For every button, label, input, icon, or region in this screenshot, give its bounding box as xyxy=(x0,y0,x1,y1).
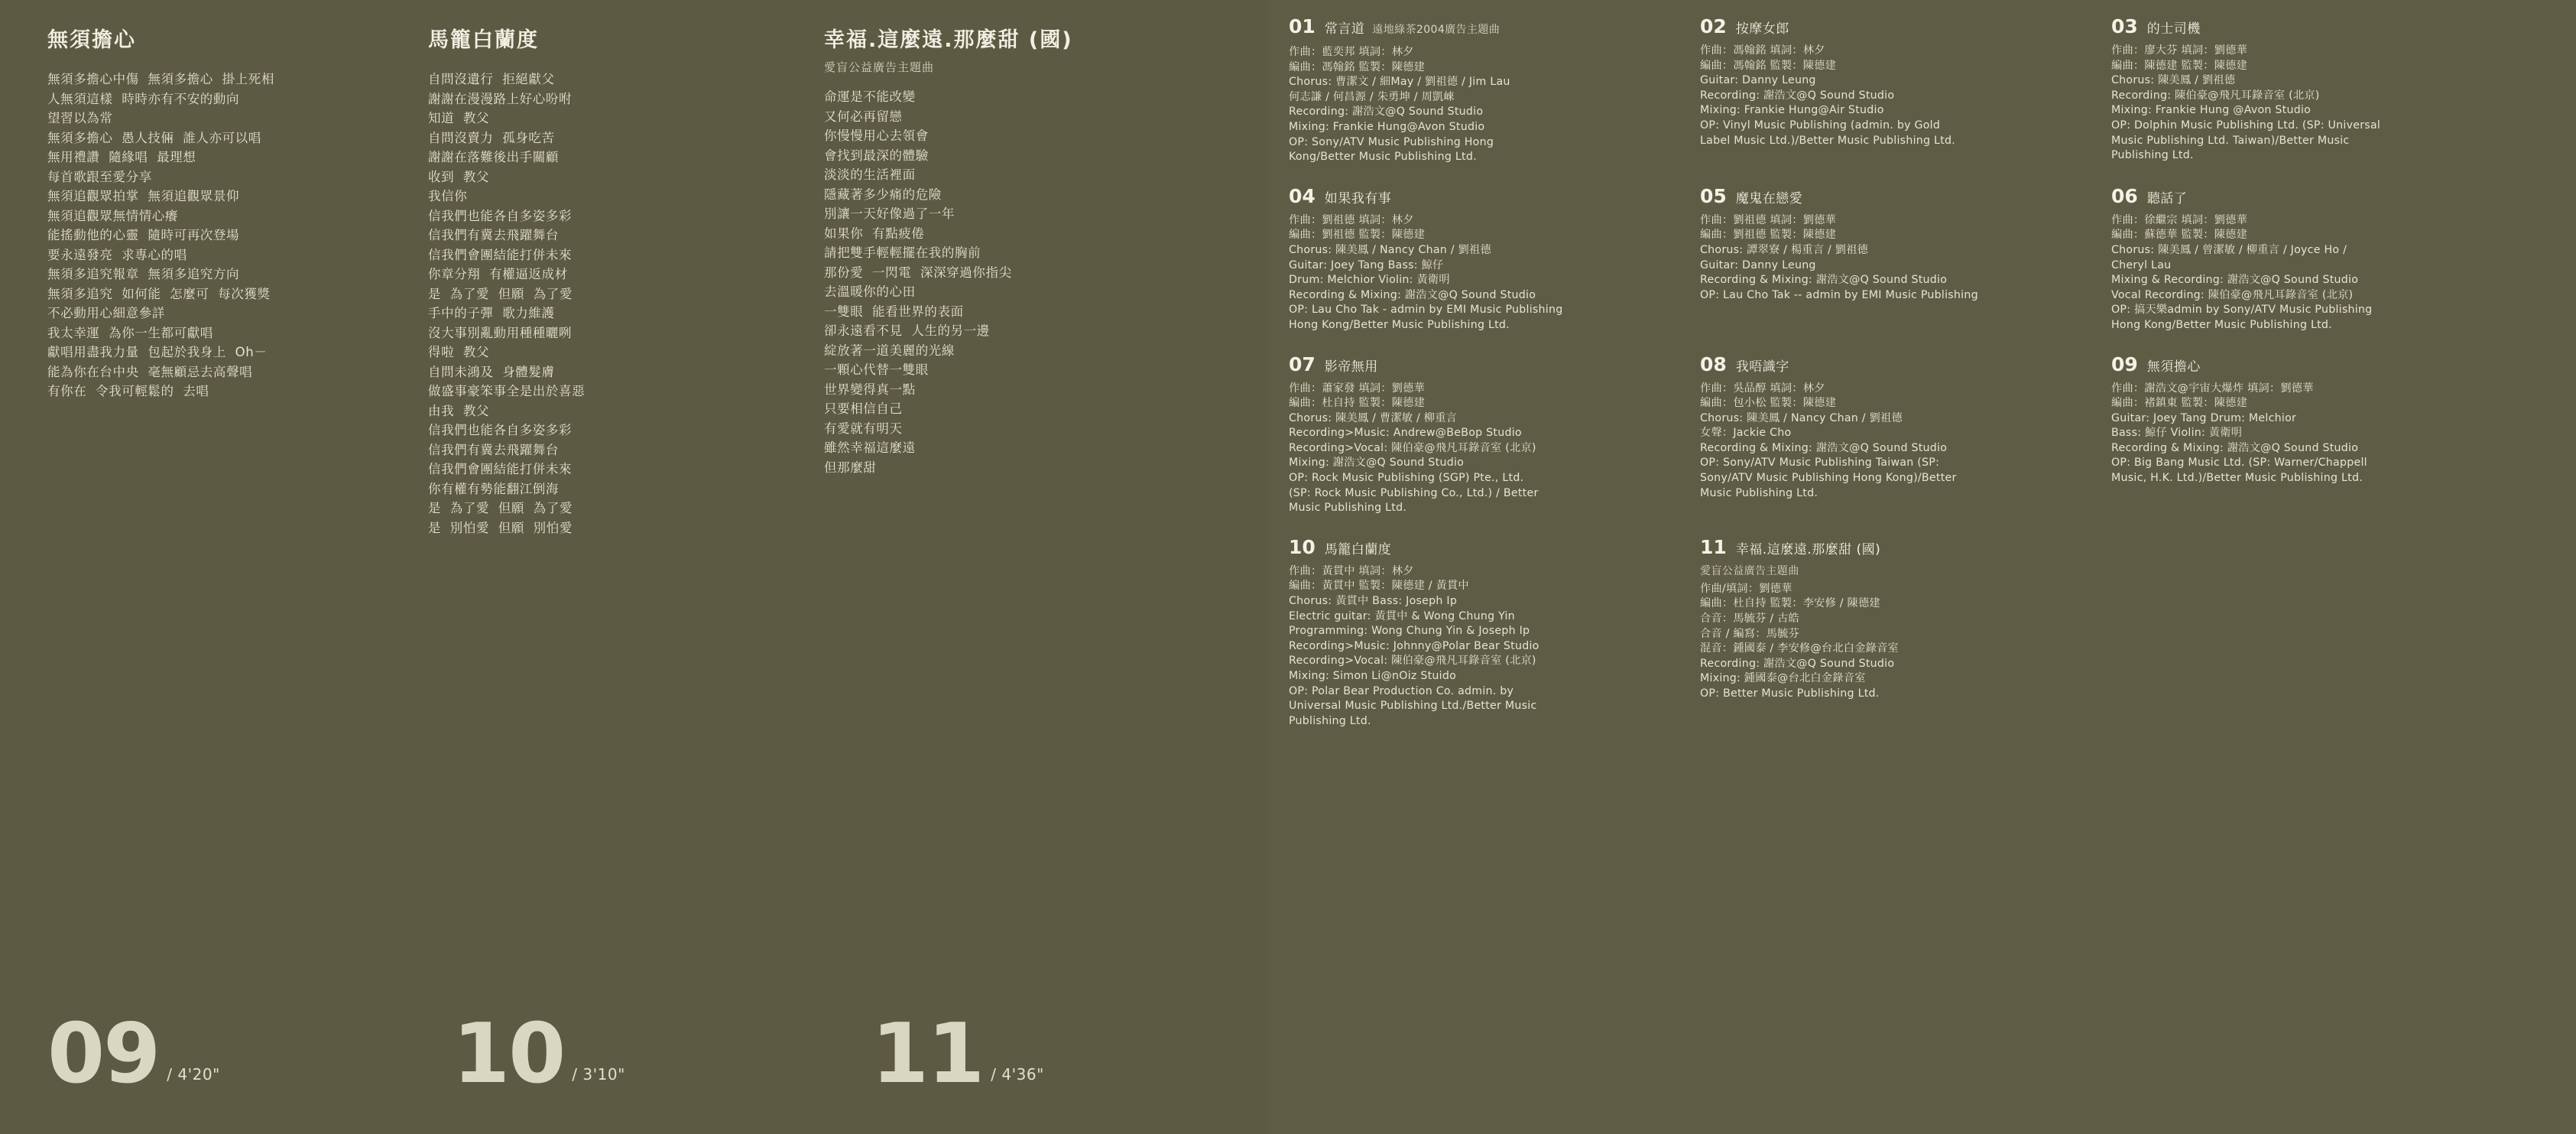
credit-line: 何志謙 / 何昌源 / 朱勇坤 / 周凱崍 xyxy=(1289,90,1455,103)
credit-heading xyxy=(1700,355,2094,377)
credit-line: Recording>Music: Johnny@Polar Bear Studio xyxy=(1289,639,1539,652)
credit-line: Electric guitar: 黃貫中 & Wong Chung Yin xyxy=(1289,609,1515,622)
credit-line: Chorus: 陳美鳳 / 劉祖德 xyxy=(2111,74,2236,87)
credit-line: Chorus: 曹潔文 / 細May / 劉祖德 / Jim Lau xyxy=(1289,76,1510,89)
lyric-line: 世界變得真一點 xyxy=(824,382,916,397)
lyric-body xyxy=(428,70,810,538)
lyric-line: 知道 教父 xyxy=(428,111,490,125)
lyrics-panel xyxy=(0,0,1269,1134)
credit-number: 08 xyxy=(1700,353,1727,375)
lyric-line: 人無須這樣 時時亦有不安的動向 xyxy=(47,91,240,106)
credit-line: 作曲：黃貫中 填詞：林夕 xyxy=(1289,564,1414,577)
song-title: 馬籠白蘭度 xyxy=(428,28,539,52)
lyric-line: 你慢慢用心去領會 xyxy=(824,128,929,143)
credit-heading xyxy=(1289,184,1683,209)
credit-line: 編曲：黃貫中 監製：陳德建 / 黃貫中 xyxy=(1289,580,1469,593)
credit-line: Chorus: 陳美鳳 / Nancy Chan / 劉祖德 xyxy=(1289,243,1491,256)
credit-line: 作曲：蕭家發 填詞：劉德華 xyxy=(1289,382,1426,395)
credit-line: OP: Sony/ATV Music Publishing Taiwan (SP: xyxy=(1700,457,1940,470)
credit-line: Bass: 鯨仔 Violin: 黃衛明 xyxy=(2111,427,2243,440)
credit-line: Sony/ATV Music Publishing Hong Kong)/Better xyxy=(1700,472,1957,485)
lyric-line: 無須追觀眾拍掌 無須追觀眾景仰 xyxy=(47,189,240,203)
lyric-line: 去溫暖你的心田 xyxy=(824,284,916,299)
credit-line: Recording: 謝浩文@Q Sound Studio xyxy=(1700,89,1895,102)
credit-line: 作曲：謝浩文@宇宙大爆炸 填詞：劉德華 xyxy=(2111,382,2314,395)
lyric-line: 有你在 令我可輕鬆的 去唱 xyxy=(47,384,209,398)
credit-block-08 xyxy=(1700,355,2111,516)
credit-line: Drum: Melchior Violin: 黃衛明 xyxy=(1289,274,1450,287)
credit-line: 混音：鍾國泰 / 李安修@台北白金錄音室 xyxy=(1700,642,1899,655)
lyric-line: 謝謝在落難後出手關顧 xyxy=(428,150,559,164)
credit-block-01 xyxy=(1289,17,1700,165)
credit-line: 編曲：馮翰銘 監製：陳德建 xyxy=(1700,59,1837,72)
track-number-value: 09 xyxy=(47,1006,160,1102)
credit-heading xyxy=(2111,184,2506,209)
credit-line: Chorus: 陳美鳳 / 曹潔敏 / 柳重言 xyxy=(1289,411,1458,424)
lyrics-columns xyxy=(0,23,1269,538)
credit-title: 聽話了 xyxy=(2146,190,2188,206)
credit-line: 作曲：劉祖德 填詞：林夕 xyxy=(1289,213,1414,226)
credit-line: Mixing & Recording: 謝浩文@Q Sound Studio xyxy=(2111,274,2359,287)
credit-line: 作曲：吳品醇 填詞：林夕 xyxy=(1700,382,1825,395)
track-number-row xyxy=(0,992,1269,1102)
credit-line: 編曲：馮翰銘 監製：陳德建 xyxy=(1289,60,1426,73)
credit-line: 編曲：蘇德華 監製：陳德建 xyxy=(2111,229,2248,242)
credit-line: Publishing Ltd. xyxy=(2111,149,2194,162)
credit-line: OP: Better Music Publishing Ltd. xyxy=(1700,687,1880,700)
lyric-line: 自問沒賣力 孤身吃苦 xyxy=(428,130,555,145)
credit-line: 作曲/填詞：劉德華 xyxy=(1700,582,1792,595)
lyric-line: 無用禮讚 隨緣唱 最理想 xyxy=(47,150,196,164)
credit-line: Hong Kong/Better Music Publishing Ltd. xyxy=(2111,318,2332,331)
lyric-line: 信我們有冀去飛躍舞台 xyxy=(428,228,559,242)
credit-title: 按摩女郎 xyxy=(1735,21,1789,37)
credit-line: Music Publishing Ltd. Taiwan)/Better Music xyxy=(2111,134,2350,147)
credit-line: Mixing: Simon Li@nOiz Stuido xyxy=(1289,670,1457,682)
credit-block-04 xyxy=(1289,184,1700,333)
lyric-line: 無須多擔心 愚人技倆 誰人亦可以唱 xyxy=(47,130,261,145)
credit-line: OP: Sony/ATV Music Publishing Hong xyxy=(1289,135,1494,148)
credit-number: 04 xyxy=(1289,184,1316,207)
credit-line: Music Publishing Ltd. xyxy=(1289,502,1407,515)
lyric-line: 不必動用心細意參詳 xyxy=(47,306,165,320)
credit-line: Recording>Music: Andrew@BeBop Studio xyxy=(1289,427,1522,440)
credit-block-11 xyxy=(1700,535,2111,729)
lyric-line: 你章分翔 有權逼返成材 xyxy=(428,267,568,281)
credit-title: 幸福.這麼遠.那麼甜 (國) xyxy=(1735,541,1881,557)
credit-line: Recording & Mixing: 謝浩文@Q Sound Studio xyxy=(1700,274,1948,287)
credit-heading xyxy=(1700,17,2094,39)
credit-title: 魔鬼在戀愛 xyxy=(1735,190,1803,206)
lyric-line: 但那麼甜 xyxy=(824,460,877,475)
credit-title: 影帝無用 xyxy=(1324,359,1378,375)
credit-line: Recording: 陳伯豪@飛凡耳錄音室 (北京) xyxy=(2111,89,2320,102)
lyric-line: 自問未鴻及 身體髮膚 xyxy=(428,364,555,379)
credit-line: 編曲：杜自持 監製：陳德建 xyxy=(1289,397,1426,410)
credit-heading xyxy=(2111,355,2506,377)
lyric-body xyxy=(47,70,405,401)
credit-line: Chorus: 譚翠寮 / 楊重言 / 劉祖德 xyxy=(1700,243,1869,256)
lyric-line: 能為你在台中央 毫無顧忌去高聲唱 xyxy=(47,364,253,379)
credit-line: OP: 搞天樂admin by Sony/ATV Music Publishing xyxy=(2111,304,2373,317)
credit-line: Chorus: 陳美鳳 / Nancy Chan / 劉祖德 xyxy=(1700,411,1903,424)
credit-title: 我唔識字 xyxy=(1735,359,1789,375)
lyric-line: 又何必再留戀 xyxy=(824,109,903,124)
song-title: 無須擔心 xyxy=(47,28,136,52)
credit-number: 10 xyxy=(1289,535,1316,558)
credit-title: 如果我有事 xyxy=(1324,190,1392,206)
lyric-line: 信我們有冀去飛躍舞台 xyxy=(428,442,559,457)
credit-line: Recording & Mixing: 謝浩文@Q Sound Studio xyxy=(2111,441,2359,454)
track-number-10 xyxy=(453,1006,625,1102)
credit-line: OP: Dolphin Music Publishing Ltd. (SP: Universal xyxy=(2111,119,2381,132)
lyric-line: 無須多擔心中傷 無須多擔心 掛上死相 xyxy=(47,72,274,86)
credit-heading xyxy=(1700,184,2094,209)
lyric-line: 要永遠發亮 求專心的唱 xyxy=(47,247,187,262)
lyric-line: 別讓一天好像過了一年 xyxy=(824,206,955,221)
credit-line: Music Publishing Ltd. xyxy=(1700,486,1818,499)
credit-line: 編曲：劉祖德 監製：陳德建 xyxy=(1289,229,1426,242)
credit-line: Hong Kong/Better Music Publishing Ltd. xyxy=(1289,318,1510,331)
credit-heading xyxy=(1289,17,1683,41)
credit-line: Cheryl Lau xyxy=(2111,258,2172,271)
lyric-line: 雖然幸福這麼遠 xyxy=(824,440,916,455)
credit-block-09 xyxy=(2111,355,2522,516)
lyric-line: 收到 教父 xyxy=(428,169,490,184)
lyric-line: 我信你 xyxy=(428,189,468,203)
lyric-line: 會找到最深的體驗 xyxy=(824,148,929,163)
credit-block-02 xyxy=(1700,17,2111,165)
track-duration: / 4'20" xyxy=(167,1065,220,1084)
lyric-line: 是 別怕愛 但願 別怕愛 xyxy=(428,520,573,535)
credit-line: Recording & Mixing: 謝浩文@Q Sound Studio xyxy=(1289,288,1536,301)
credit-line: Programming: Wong Chung Yin & Joseph Ip xyxy=(1289,625,1530,638)
credit-line: 編曲：杜自持 監製：李安修 / 陳德建 xyxy=(1700,597,1880,610)
credit-line: Mixing: Frankie Hung@Air Studio xyxy=(1700,104,1884,117)
credit-line: Publishing Ltd. xyxy=(1289,714,1371,727)
credit-heading xyxy=(1289,355,1683,377)
credit-line: Kong/Better Music Publishing Ltd. xyxy=(1289,151,1477,164)
track-duration: / 4'36" xyxy=(991,1065,1044,1084)
credit-heading xyxy=(1700,535,2094,560)
credit-line: Mixing: 鍾國泰@台北白金錄音室 xyxy=(1700,672,1866,685)
credit-title: 馬籠白蘭度 xyxy=(1324,541,1392,557)
lyric-line: 能搖動他的心靈 隨時可再次登場 xyxy=(47,228,240,242)
credit-line: 作曲：徐繼宗 填詞：劉德華 xyxy=(2111,213,2248,226)
track-number-11 xyxy=(871,1006,1044,1102)
credit-line: 作曲：廖大芬 填詞：劉德華 xyxy=(2111,44,2248,57)
credit-heading xyxy=(2111,17,2506,39)
lyric-line: 那份愛 一閃電 深深穿過你指尖 xyxy=(824,265,1012,280)
credit-line: Recording>Vocal: 陳伯豪@飛凡耳錄音室 (北京) xyxy=(1289,441,1536,454)
credit-line: Guitar: Danny Leung xyxy=(1700,258,1816,271)
lyric-line: 請把雙手輕輕擺在我的胸前 xyxy=(824,245,981,260)
lyric-line: 卻永遠看不見 人生的另一邊 xyxy=(824,323,990,338)
credit-block-05 xyxy=(1700,184,2111,333)
credit-line: Label Music Ltd.)/Better Music Publishing Ltd. xyxy=(1700,134,1955,147)
credit-line: 合音 / 編寫：馬毓芬 xyxy=(1700,627,1800,640)
lyric-line: 如果你 有點疲倦 xyxy=(824,226,925,241)
credit-line: Recording>Vocal: 陳伯豪@飛凡耳錄音室 (北京) xyxy=(1289,655,1536,668)
credit-line: Guitar: Joey Tang Drum: Melchior xyxy=(2111,411,2297,424)
credits-panel xyxy=(1269,0,2576,1134)
lyric-column-10 xyxy=(405,23,810,538)
lyric-line: 每首歌跟至愛分享 xyxy=(47,169,152,184)
credit-number: 06 xyxy=(2111,184,2138,207)
lyric-line: 由我 教父 xyxy=(428,403,490,418)
credit-block-06 xyxy=(2111,184,2522,333)
credit-line: 女聲：Jackie Cho xyxy=(1700,427,1792,440)
lyric-line: 無須多追究報章 無須多追究方向 xyxy=(47,267,240,281)
lyric-line: 一雙眼 能看世界的表面 xyxy=(824,304,964,319)
lyric-line: 我太幸運 為你一生都可獻唱 xyxy=(47,325,213,340)
credit-line: OP: Big Bang Music Ltd. (SP: Warner/Chappell xyxy=(2111,457,2367,470)
credit-number: 11 xyxy=(1700,535,1727,558)
track-duration: / 3'10" xyxy=(572,1065,625,1084)
lyric-line: 沒大事別亂動用種種曬咧 xyxy=(428,325,573,340)
credit-line: OP: Vinyl Music Publishing (admin. by Gold xyxy=(1700,119,1941,132)
credit-line: Recording: 謝浩文@Q Sound Studio xyxy=(1289,106,1484,119)
lyric-line: 自問沒遺行 拒絕獻父 xyxy=(428,72,555,86)
track-number-value: 11 xyxy=(871,1006,984,1102)
credit-line: 編曲：褚鎮東 監製：陳德建 xyxy=(2111,397,2248,410)
credit-heading xyxy=(1289,535,1683,560)
lyric-line: 只要相信自己 xyxy=(824,401,903,416)
credit-number: 03 xyxy=(2111,15,2138,37)
credit-line: Vocal Recording: 陳伯豪@飛凡耳錄音室 (北京) xyxy=(2111,288,2354,301)
lyric-line: 隱藏著多少痛的危險 xyxy=(824,187,942,202)
lyric-line: 有愛就有明天 xyxy=(824,421,903,436)
lyric-body xyxy=(824,87,1238,477)
credit-title-extra: 遠地綠茶2004廣告主題曲 xyxy=(1372,24,1501,36)
credit-line: 作曲：藍奕邦 填詞：林夕 xyxy=(1289,46,1414,58)
credit-title: 無須擔心 xyxy=(2146,359,2201,375)
credit-line: 合音：馬毓芬 / 古皓 xyxy=(1700,612,1800,625)
credit-number: 01 xyxy=(1289,15,1316,37)
track-number-value: 10 xyxy=(453,1006,565,1102)
lyric-line: 綻放著一道美麗的光線 xyxy=(824,343,955,358)
credit-line: OP: Rock Music Publishing (SGP) Pte., Ltd. xyxy=(1289,472,1524,485)
credit-number: 05 xyxy=(1700,184,1727,207)
lyric-line: 是 為了愛 但願 為了愛 xyxy=(428,286,573,301)
credit-line: 作曲：劉祖德 填詞：劉德華 xyxy=(1700,213,1837,226)
credit-line: OP: Lau Cho Tak - admin by EMI Music Publishing xyxy=(1289,304,1563,317)
credit-line: 編曲：陳德建 監製：陳德建 xyxy=(2111,59,2248,72)
credit-line: 作曲：馮翰銘 填詞：林夕 xyxy=(1700,44,1825,57)
credit-line: Chorus: 黃貫中 Bass: Joseph Ip xyxy=(1289,595,1458,608)
lyric-line: 望習以為常 xyxy=(47,111,113,125)
credit-number: 02 xyxy=(1700,15,1727,37)
lyric-line: 淡淡的生活裡面 xyxy=(824,167,916,182)
credit-subtitle: 愛盲公益廣告主題曲 xyxy=(1700,564,1799,577)
credit-block-03 xyxy=(2111,17,2522,165)
lyric-line: 你有權有勢能翻江倒海 xyxy=(428,481,559,496)
credits-grid xyxy=(1269,17,2568,750)
track-number-09 xyxy=(47,1006,220,1102)
credit-line: Mixing: 謝浩文@Q Sound Studio xyxy=(1289,457,1465,470)
lyric-line: 謝謝在漫漫路上好心吩咐 xyxy=(428,91,573,106)
credit-title: 常言道 xyxy=(1324,21,1365,37)
lyric-line: 信我們也能各自多姿多彩 xyxy=(428,423,573,437)
lyric-line: 一顆心代替一雙眼 xyxy=(824,362,929,377)
credit-number: 07 xyxy=(1289,353,1316,375)
lyric-line: 得啦 教父 xyxy=(428,345,490,359)
lyric-line: 無須多追究 如何能 怎麼可 每次獲獎 xyxy=(47,286,271,301)
lyric-line: 命運是不能改變 xyxy=(824,89,916,104)
credit-line: OP: Polar Bear Production Co. admin. by xyxy=(1289,684,1514,697)
credit-line: Music, H.K. Ltd.)/Better Music Publishing Ltd. xyxy=(2111,472,2363,485)
lyric-line: 獻唱用盡我力量 包起於我身上 Oh－ xyxy=(47,345,268,359)
credit-line: Recording & Mixing: 謝浩文@Q Sound Studio xyxy=(1700,441,1948,454)
credit-title: 的士司機 xyxy=(2146,21,2201,37)
lyric-column-09 xyxy=(0,23,405,538)
credit-line: Mixing: Frankie Hung@Avon Studio xyxy=(1289,120,1485,133)
lyric-line: 信我們會團結能打併未來 xyxy=(428,247,573,262)
credit-line: (SP: Rock Music Publishing Co., Ltd.) / Better xyxy=(1289,486,1539,499)
lyric-line: 信我們會團結能打併未來 xyxy=(428,462,573,476)
lyric-column-11 xyxy=(810,23,1238,538)
song-title: 幸福.這麼遠.那麼甜 (國) xyxy=(824,28,1073,52)
credit-line: Mixing: Frankie Hung @Avon Studio xyxy=(2111,104,2312,117)
credit-line: Universal Music Publishing Ltd./Better Music xyxy=(1289,700,1537,713)
credit-line: 編曲：劉祖德 監製：陳德建 xyxy=(1700,229,1837,242)
credit-line: Chorus: 陳美鳳 / 曾潔敏 / 柳重言 / Joyce Ho / xyxy=(2111,243,2347,256)
credit-line: 編曲：包小松 監製：陳德建 xyxy=(1700,397,1837,410)
credit-line: Recording: 謝浩文@Q Sound Studio xyxy=(1700,657,1895,670)
credit-number: 09 xyxy=(2111,353,2138,375)
credit-block-07 xyxy=(1289,355,1700,516)
lyric-line: 信我們也能各自多姿多彩 xyxy=(428,208,573,223)
lyric-line: 做盛事豪笨事全是出於喜惡 xyxy=(428,384,586,398)
credit-line: Guitar: Joey Tang Bass: 鯨仔 xyxy=(1289,258,1444,271)
lyric-line: 是 為了愛 但願 為了愛 xyxy=(428,501,573,515)
credit-line: Guitar: Danny Leung xyxy=(1700,74,1816,87)
credit-line: OP: Lau Cho Tak -- admin by EMI Music Publishing xyxy=(1700,288,1978,301)
credit-block-10 xyxy=(1289,535,1700,729)
song-subtitle: 愛盲公益廣告主題曲 xyxy=(824,60,935,74)
lyric-line: 手中的子彈 歌力維護 xyxy=(428,306,555,320)
lyric-line: 無須追觀眾無情情心癢 xyxy=(47,208,178,223)
